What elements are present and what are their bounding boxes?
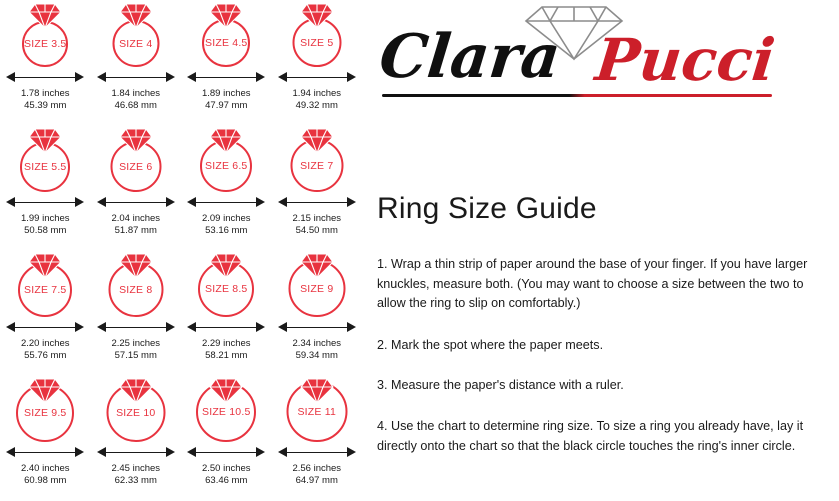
measurement-mm: 55.76 mm — [24, 349, 67, 361]
gemstone-icon — [300, 378, 334, 404]
ring-size-cell — [181, 375, 272, 500]
arrow-head-right — [75, 322, 84, 332]
measurement-text — [21, 463, 70, 487]
gemstone-icon — [209, 253, 243, 279]
measurement-text — [21, 213, 70, 237]
measurement-text — [292, 463, 341, 487]
arrow-line — [14, 77, 76, 79]
instruction-step-2: 2. Mark the spot where the paper meets. — [377, 338, 604, 352]
arrow-line — [286, 202, 348, 204]
measurement-mm: 51.87 mm — [114, 224, 157, 236]
ring-size-chart — [0, 0, 362, 501]
ring-size-label: SIZE 5.5 — [24, 161, 67, 173]
measurement-inches: 1.78 inches — [20, 88, 70, 99]
size-row — [0, 0, 362, 125]
arrow-line — [14, 452, 76, 454]
ring-illustration — [280, 128, 354, 194]
diameter-arrow — [6, 195, 84, 209]
ring-illustration — [8, 253, 82, 319]
ring-size-cell — [272, 250, 363, 375]
logo-word-clara: Clara — [376, 22, 564, 92]
measurement-text — [202, 463, 251, 487]
ring-size-cell — [91, 125, 182, 250]
ring-size-label: SIZE 8 — [119, 283, 153, 296]
instruction-step-3: 3. Measure the paper's distance with a ruler. — [377, 378, 624, 392]
measurement-text — [21, 88, 70, 112]
ring-illustration — [189, 378, 263, 444]
diameter-arrow — [97, 70, 175, 84]
arrow-line — [105, 202, 167, 204]
arrow-line — [105, 77, 167, 79]
gemstone-icon — [119, 378, 153, 404]
arrow-head-right — [256, 72, 265, 82]
gemstone-icon — [209, 3, 243, 29]
measurement-inches: 1.89 inches — [201, 88, 251, 99]
measurement-inches: 2.45 inches — [111, 463, 161, 474]
gemstone-icon — [119, 3, 153, 29]
ring-size-label: SIZE 8.5 — [205, 283, 248, 295]
diameter-arrow — [97, 195, 175, 209]
ring-size-label: SIZE 3.5 — [24, 38, 67, 50]
arrow-head-right — [166, 197, 175, 207]
measurement-mm: 64.97 mm — [295, 474, 338, 486]
diameter-arrow — [97, 445, 175, 459]
ring-size-label: SIZE 10.5 — [202, 406, 251, 418]
logo-underline — [382, 94, 772, 97]
ring-size-label: SIZE 4 — [119, 37, 153, 50]
instruction-step-4: 4. Use the chart to determine ring size. To size a ring you already have, lay it directly onto the chart so that the black circle touches the ring's inner circle. — [377, 419, 804, 453]
ring-illustration — [189, 128, 263, 194]
ring-size-cell — [0, 125, 91, 250]
arrow-line — [14, 327, 76, 329]
measurement-inches: 2.40 inches — [20, 463, 70, 474]
measurement-mm: 59.34 mm — [295, 349, 338, 361]
gemstone-icon — [119, 128, 153, 154]
instruction-step-1: 1. Wrap a thin strip of paper around the base of your finger. If you have larger knuckles, measure both. (You may want to choose a size between the two to allow the ring to slip on comfortably.) — [377, 257, 808, 311]
arrow-line — [105, 327, 167, 329]
ring-size-cell — [91, 250, 182, 375]
measurement-mm: 58.21 mm — [205, 349, 248, 361]
measurement-mm: 54.50 mm — [295, 224, 338, 236]
ring-size-cell — [0, 375, 91, 500]
diameter-arrow — [6, 445, 84, 459]
size-row — [0, 125, 362, 250]
gemstone-icon — [300, 253, 334, 279]
arrow-head-right — [256, 447, 265, 457]
ring-illustration — [189, 253, 263, 319]
ring-size-cell — [272, 125, 363, 250]
arrow-head-right — [256, 197, 265, 207]
ring-size-cell — [91, 0, 182, 125]
arrow-head-right — [75, 72, 84, 82]
gemstone-icon — [300, 128, 334, 154]
arrow-head-right — [166, 72, 175, 82]
gemstone-icon — [28, 378, 62, 404]
arrow-line — [195, 327, 257, 329]
arrow-head-right — [256, 322, 265, 332]
ring-illustration — [8, 128, 82, 194]
ring-size-cell — [91, 375, 182, 500]
measurement-inches: 2.34 inches — [292, 338, 342, 349]
diameter-arrow — [6, 70, 84, 84]
ring-size-label: SIZE 10 — [116, 406, 156, 419]
measurement-text — [21, 338, 70, 362]
arrow-head-right — [347, 197, 356, 207]
ring-size-label: SIZE 9.5 — [24, 407, 67, 419]
measurement-inches: 1.94 inches — [292, 88, 342, 99]
ring-size-label: SIZE 11 — [297, 405, 337, 418]
ring-size-cell — [0, 0, 91, 125]
diameter-arrow — [278, 195, 356, 209]
arrow-head-right — [75, 197, 84, 207]
measurement-text — [111, 88, 160, 112]
measurement-inches: 2.09 inches — [201, 213, 251, 224]
measurement-mm: 47.97 mm — [205, 99, 248, 111]
arrow-line — [286, 77, 348, 79]
ring-illustration — [189, 3, 263, 69]
ring-size-cell — [272, 0, 363, 125]
measurement-mm: 60.98 mm — [24, 474, 67, 486]
ring-illustration — [99, 3, 173, 69]
measurement-inches: 2.20 inches — [20, 338, 70, 349]
measurement-text — [292, 213, 341, 237]
arrow-head-right — [75, 447, 84, 457]
ring-size-cell — [181, 125, 272, 250]
measurement-inches: 2.04 inches — [111, 213, 161, 224]
measurement-mm: 63.46 mm — [205, 474, 248, 486]
measurement-mm: 53.16 mm — [205, 224, 248, 236]
ring-illustration — [280, 3, 354, 69]
ring-illustration — [8, 3, 82, 69]
measurement-text — [111, 338, 160, 362]
ring-size-cell — [181, 250, 272, 375]
measurement-mm: 57.15 mm — [114, 349, 157, 361]
arrow-line — [105, 452, 167, 454]
arrow-line — [14, 202, 76, 204]
ring-size-label: SIZE 7 — [300, 159, 334, 172]
diameter-arrow — [278, 70, 356, 84]
arrow-line — [286, 327, 348, 329]
measurement-inches: 2.15 inches — [292, 213, 342, 224]
ring-size-cell — [181, 0, 272, 125]
measurement-text — [111, 213, 160, 237]
measurement-mm: 49.32 mm — [295, 99, 338, 111]
ring-illustration — [99, 253, 173, 319]
arrow-head-right — [166, 322, 175, 332]
ring-size-label: SIZE 7.5 — [24, 284, 67, 296]
ring-size-label: SIZE 5 — [300, 36, 334, 49]
ring-illustration — [99, 378, 173, 444]
ring-illustration — [280, 253, 354, 319]
measurement-mm: 46.68 mm — [114, 99, 157, 111]
arrow-head-right — [166, 447, 175, 457]
measurement-mm: 45.39 mm — [24, 99, 67, 111]
arrow-line — [195, 202, 257, 204]
measurement-text — [111, 463, 160, 487]
measurement-inches: 2.29 inches — [201, 338, 251, 349]
measurement-text — [202, 213, 251, 237]
gemstone-icon — [209, 378, 243, 404]
measurement-text — [202, 338, 251, 362]
diameter-arrow — [97, 320, 175, 334]
ring-size-label: SIZE 6.5 — [205, 160, 248, 172]
diameter-arrow — [278, 445, 356, 459]
size-row — [0, 375, 362, 500]
gemstone-icon — [209, 128, 243, 154]
ring-illustration — [8, 378, 82, 444]
ring-size-label: SIZE 6 — [119, 160, 153, 173]
brand-logo — [368, 4, 778, 104]
ring-size-label: SIZE 4.5 — [205, 37, 248, 49]
logo-word-pucci: Pucci — [592, 26, 779, 94]
measurement-text — [292, 338, 341, 362]
ring-illustration — [99, 128, 173, 194]
measurement-mm: 62.33 mm — [114, 474, 157, 486]
diameter-arrow — [187, 195, 265, 209]
arrow-line — [195, 452, 257, 454]
arrow-head-right — [347, 72, 356, 82]
ring-size-label: SIZE 9 — [300, 282, 334, 295]
diameter-arrow — [187, 320, 265, 334]
measurement-inches: 2.56 inches — [292, 463, 342, 474]
gemstone-icon — [28, 253, 62, 279]
gemstone-icon — [28, 3, 62, 29]
gemstone-icon — [300, 3, 334, 29]
measurement-inches: 2.50 inches — [201, 463, 251, 474]
ring-size-cell — [0, 250, 91, 375]
arrow-head-right — [347, 447, 356, 457]
ring-size-cell — [272, 375, 363, 500]
size-row — [0, 250, 362, 375]
arrow-line — [286, 452, 348, 454]
measurement-text — [292, 88, 341, 112]
diameter-arrow — [6, 320, 84, 334]
page-title: Ring Size Guide — [377, 192, 597, 225]
arrow-head-right — [347, 322, 356, 332]
diameter-arrow — [187, 70, 265, 84]
gemstone-icon — [119, 253, 153, 279]
measurement-inches: 2.25 inches — [111, 338, 161, 349]
arrow-line — [195, 77, 257, 79]
measurement-inches: 1.99 inches — [20, 213, 70, 224]
diameter-arrow — [278, 320, 356, 334]
measurement-inches: 1.84 inches — [111, 88, 161, 99]
measurement-text — [202, 88, 251, 112]
gemstone-icon — [28, 128, 62, 154]
right-panel — [362, 0, 839, 501]
ring-illustration — [280, 378, 354, 444]
measurement-mm: 50.58 mm — [24, 224, 67, 236]
diameter-arrow — [187, 445, 265, 459]
